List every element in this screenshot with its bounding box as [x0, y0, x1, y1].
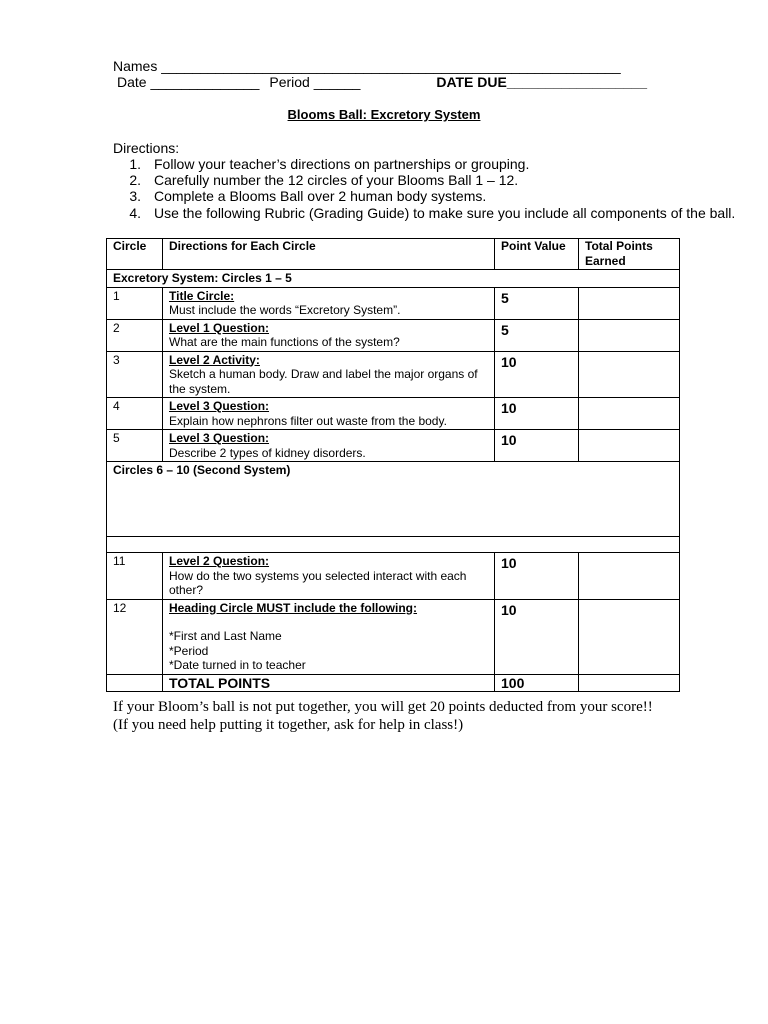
- blank-cell: [107, 537, 680, 553]
- direction-number: 2.: [129, 172, 141, 189]
- header-circle: Circle: [107, 239, 163, 270]
- direction-item: [117, 205, 735, 221]
- point-value: 10: [495, 398, 579, 430]
- direction-text: Use the following Rubric (Grading Guide) to make sure you include all components of the ball.: [154, 204, 736, 221]
- second-system-row: [107, 462, 680, 537]
- level-description: What are the main functions of the system?: [169, 335, 400, 349]
- header-directions: Directions for Each Circle: [163, 239, 495, 270]
- total-points-label: TOTAL POINTS: [163, 674, 495, 692]
- rubric-table: [106, 238, 680, 692]
- footer-line-1: If your Bloom’s ball is not put together, you will get 20 points deducted from your score!!: [113, 699, 653, 715]
- table-header-row: [107, 239, 680, 270]
- point-value: 5: [495, 319, 579, 351]
- document-title: Blooms Ball: Excretory System: [287, 107, 481, 122]
- earned-cell: [579, 553, 680, 600]
- circle-number: 4: [107, 398, 163, 430]
- blank-row: [107, 537, 680, 553]
- direction-item: [117, 188, 735, 204]
- point-value: 10: [495, 351, 579, 398]
- table-row: [107, 319, 680, 351]
- total-earned-cell: [579, 674, 680, 692]
- table-row: [107, 398, 680, 430]
- total-row: [107, 674, 680, 692]
- earned-cell: [579, 287, 680, 319]
- table-row: [107, 430, 680, 462]
- heading-requirement: *Period: [169, 643, 209, 658]
- point-value: 10: [495, 599, 579, 674]
- level-description: Must include the words “Excretory System”.: [169, 303, 401, 317]
- earned-cell: [579, 430, 680, 462]
- section-label: Excretory System: Circles 1 – 5: [107, 270, 680, 288]
- level-description: Describe 2 types of kidney disorders.: [169, 445, 366, 460]
- circle-directions: [163, 599, 495, 674]
- level-label: Heading Circle MUST include the following:: [169, 600, 418, 615]
- level-label: Level 2 Question:: [169, 554, 270, 568]
- total-points-value: 100: [495, 674, 579, 692]
- table-row: [107, 553, 680, 600]
- names-line: Names ___________________________________________________________: [113, 58, 621, 74]
- table-row: [107, 599, 680, 674]
- date-line: Date ______________: [117, 74, 260, 90]
- footer-line-2: (If you need help putting it together, ask for help in class!): [113, 717, 464, 733]
- spacer: [169, 615, 488, 629]
- direction-text: Carefully number the 12 circles of your Blooms Ball 1 – 12.: [154, 172, 519, 189]
- level-description: How do the two systems you selected interact with each other?: [169, 568, 467, 597]
- earned-cell: [579, 599, 680, 674]
- circle-number: 3: [107, 351, 163, 398]
- circle-directions: [163, 319, 495, 351]
- footer-note: [113, 698, 653, 734]
- direction-item: [117, 156, 735, 172]
- level-label: Level 3 Question:: [169, 431, 270, 445]
- circle-number: 1: [107, 287, 163, 319]
- circle-directions: [163, 398, 495, 430]
- direction-number: 1.: [129, 156, 141, 172]
- circle-directions: [163, 351, 495, 398]
- heading-requirement: *Date turned in to teacher: [169, 658, 306, 672]
- table-row: [107, 351, 680, 398]
- section-row: [107, 270, 680, 288]
- direction-text: Follow your teacher’s directions on partnerships or grouping.: [154, 156, 530, 172]
- direction-item: [117, 172, 735, 188]
- date-period-line: [117, 74, 647, 90]
- table-row: [107, 287, 680, 319]
- circle-number: 11: [107, 553, 163, 600]
- total-empty-cell: [107, 674, 163, 692]
- level-description: Sketch a human body. Draw and label the major organs of the system.: [169, 367, 478, 396]
- directions-label: Directions:: [113, 140, 180, 156]
- directions-list: [117, 156, 735, 221]
- level-label: Level 1 Question:: [169, 320, 270, 335]
- circle-directions: [163, 553, 495, 600]
- direction-number: 3.: [129, 188, 141, 205]
- date-due-line: DATE DUE__________________: [436, 74, 647, 90]
- point-value: 10: [495, 430, 579, 462]
- level-description: Explain how nephrons filter out waste from the body.: [169, 413, 447, 428]
- circle-directions: [163, 287, 495, 319]
- header-point-value: Point Value: [495, 239, 579, 270]
- heading-requirement: *First and Last Name: [169, 629, 282, 643]
- header-total-earned: Total Points Earned: [579, 239, 680, 270]
- earned-cell: [579, 398, 680, 430]
- earned-cell: [579, 319, 680, 351]
- direction-number: 4.: [129, 204, 141, 221]
- earned-cell: [579, 351, 680, 398]
- period-line: Period ______: [269, 74, 361, 90]
- level-label: Title Circle:: [169, 288, 235, 303]
- direction-text: Complete a Blooms Ball over 2 human body systems.: [154, 188, 487, 205]
- level-label: Level 2 Activity:: [169, 352, 260, 367]
- level-label: Level 3 Question:: [169, 399, 270, 413]
- circle-number: 2: [107, 319, 163, 351]
- circle-number: 12: [107, 599, 163, 674]
- point-value: 10: [495, 553, 579, 600]
- circle-directions: [163, 430, 495, 462]
- circle-number: 5: [107, 430, 163, 462]
- second-system-label: Circles 6 – 10 (Second System): [107, 462, 680, 537]
- point-value: 5: [495, 287, 579, 319]
